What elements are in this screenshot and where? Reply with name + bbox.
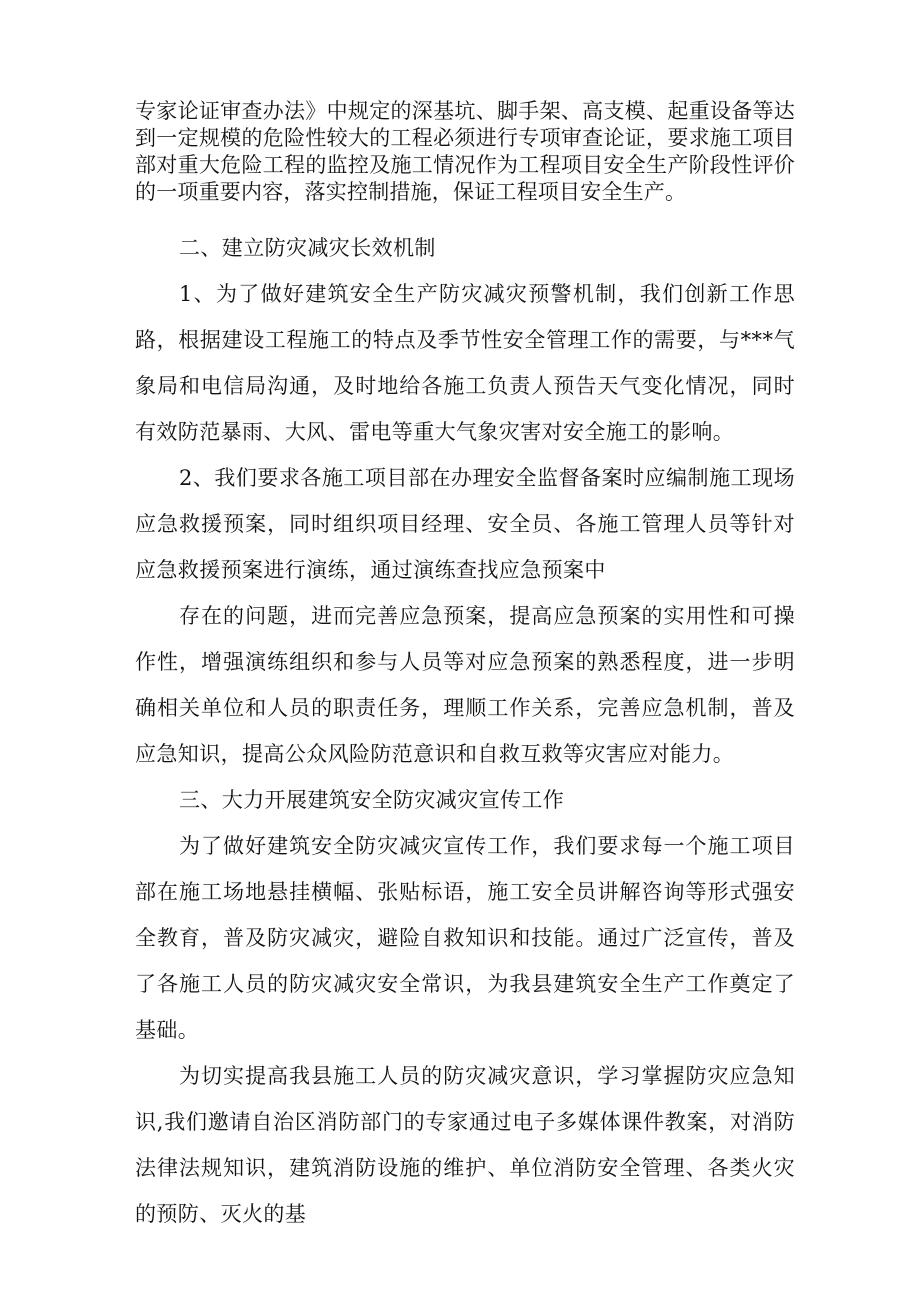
paragraph-item-1: 1、为了做好建筑安全生产防灾减灾预警机制，我们创新工作思路，根据建设工程施工的特点及季节性安全管理工作的需要，与***气象局和电信局沟通，及时地给各施工负责人预告天气变化情况，同时有效防范暴雨、大风、雷电等重大气象灾害对安全施工的影响。: [135, 282, 795, 444]
paragraph-continuation: 存在的问题，进而完善应急预案，提高应急预案的实用性和可操作性，增强演练组织和参与人员等对应急预案的熟悉程度，进一步明确相关单位和人员的职责任务，理顺工作关系，完善应急机制，普及应急知识，提高公众风险防范意识和自救互救等灾害应对能力。: [135, 604, 795, 766]
paragraph-training: 为切实提高我县施工人员的防灾减灾意识，学习掌握防灾应急知识,我们邀请自治区消防部门的专家通过电子多媒体课件教案，对消防法律法规知识，建筑消防设施的维护、单位消防安全管理、各类火灾的预防、灭火的基: [135, 1064, 795, 1226]
document-body: [135, 98, 795, 1237]
paragraph-continued: 专家论证审查办法》中规定的深基坑、脚手架、高支模、起重设备等达到一定规模的危险性较大的工程必须进行专项审查论证，要求施工项目部对重大危险工程的监控及施工情况作为工程项目安全生产阶段性评价的一项重要内容，落实控制措施，保证工程项目安全生产。: [135, 99, 795, 204]
paragraph-publicity: 为了做好建筑安全防灾减灾宣传工作，我们要求每一个施工项目部在施工场地悬挂横幅、张贴标语，施工安全员讲解咨询等形式强安全教育，普及防灾减灾，避险自救知识和技能。通过广泛宣传，普及了各施工人员的防灾减灾安全常识，为我县建筑安全生产工作奠定了基础。: [135, 834, 795, 1042]
section-heading-3: 三、大力开展建筑安全防灾减灾宣传工作: [179, 788, 565, 812]
paragraph-item-2: 2、我们要求各施工项目部在办理安全监督备案时应编制施工现场应急救援预案，同时组织项目经理、安全员、各施工管理人员等针对应急救援预案进行演练，通过演练查找应急预案中: [135, 466, 795, 582]
section-heading-2: 二、建立防灾减灾长效机制: [179, 236, 436, 260]
